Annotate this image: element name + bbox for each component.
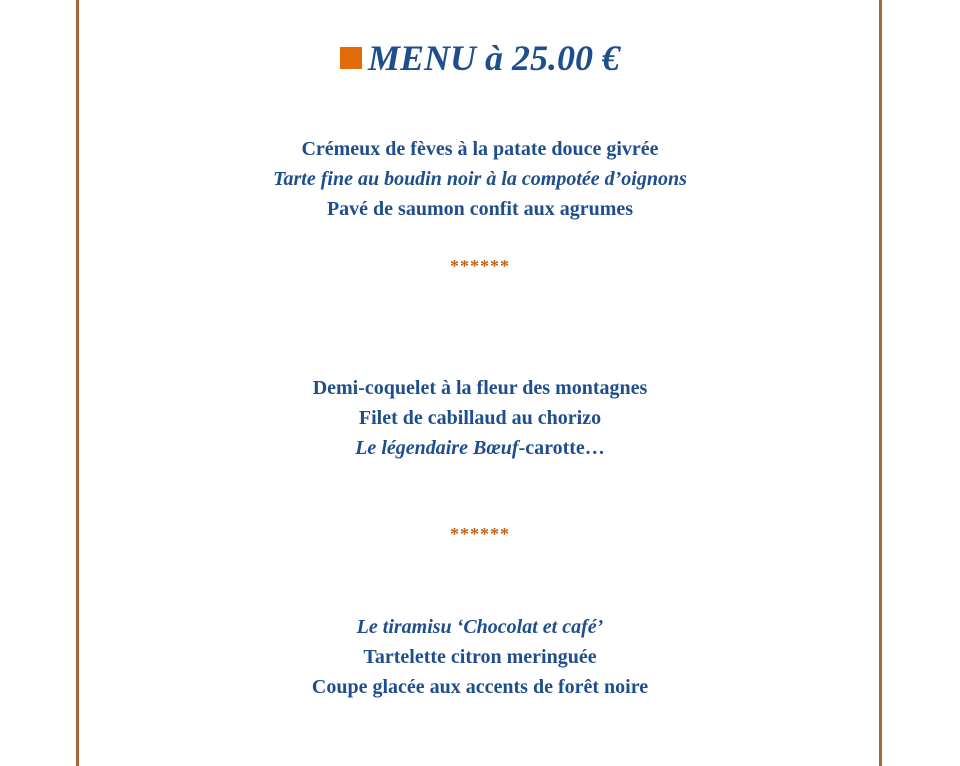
main-item: Demi-coquelet à la fleur des montagnes bbox=[312, 377, 648, 399]
main-item: Filet de cabillaud au chorizo bbox=[358, 407, 602, 429]
dessert-item: Le tiramisu ‘Chocolat et café’ bbox=[356, 616, 604, 638]
mains-section bbox=[0, 373, 960, 463]
dessert-item: Coupe glacée aux accents de forêt noire bbox=[311, 676, 649, 698]
main-item-regular-part: -carotte… bbox=[518, 437, 605, 459]
main-item bbox=[0, 433, 960, 463]
menu-title-text: MENU à 25.00 € bbox=[367, 38, 621, 78]
course-separator: ****** bbox=[450, 256, 510, 276]
course-separator: ****** bbox=[450, 524, 510, 544]
dessert-item: Tartelette citron meringuée bbox=[363, 646, 597, 668]
starter-item: Crémeux de fèves à la patate douce givrée bbox=[301, 138, 659, 160]
menu-title bbox=[0, 36, 960, 80]
starter-item: Pavé de saumon confit aux agrumes bbox=[326, 198, 634, 220]
main-item-italic-part: Le légendaire Bœuf bbox=[355, 437, 519, 459]
starters-section bbox=[0, 134, 960, 224]
orange-square-icon bbox=[340, 47, 362, 69]
desserts-section bbox=[0, 612, 960, 702]
starter-item: Tarte fine au boudin noir à la compotée d’oignons bbox=[273, 168, 687, 190]
